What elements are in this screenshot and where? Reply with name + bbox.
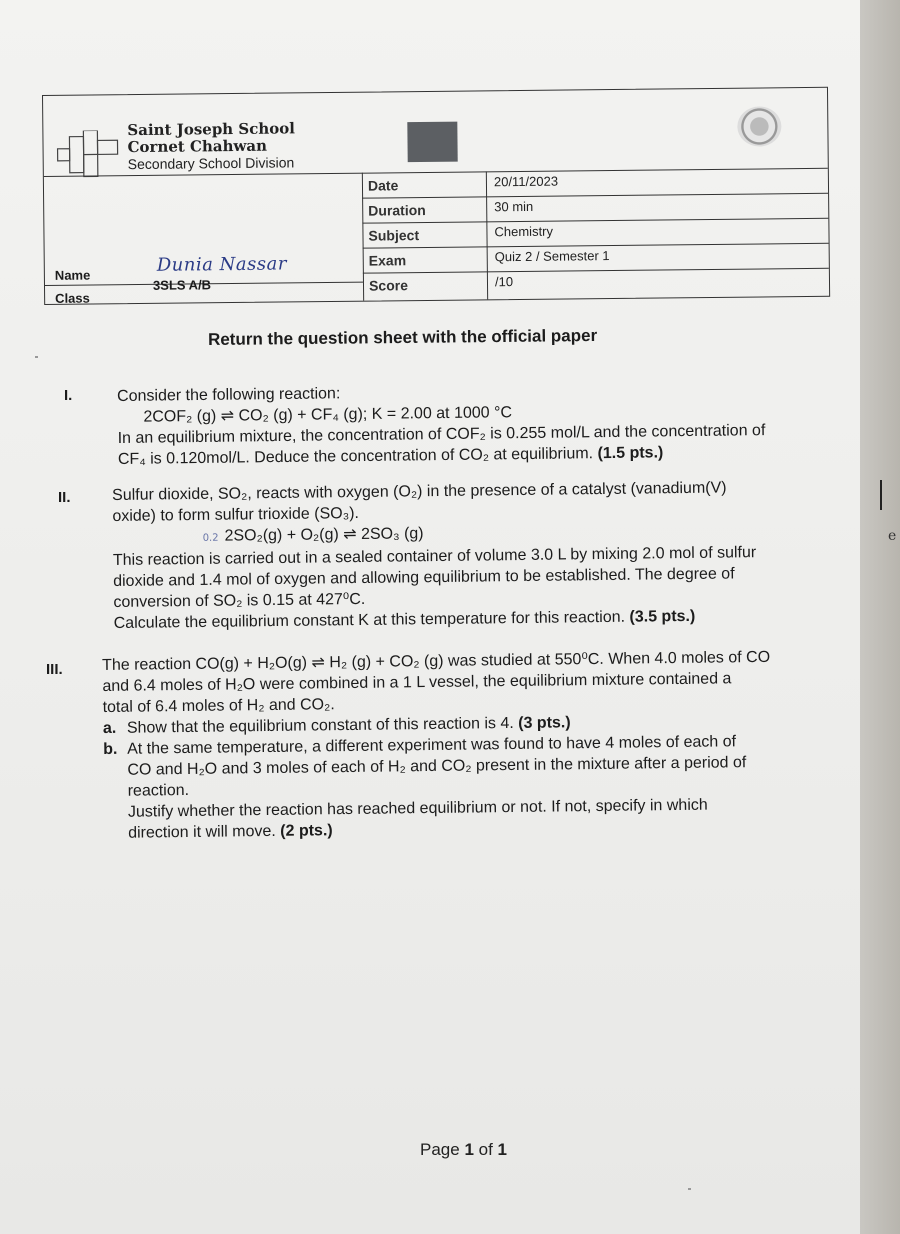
q1-line: In an equilibrium mixture, the concentration of COF₂ is 0.255 mol/L and the concentration of (117, 422, 766, 447)
q3-b-line: Justify whether the reaction has reached equilibrium or not. If not, specify in which (127, 796, 708, 821)
class-value: 3SLS A/B (152, 277, 212, 293)
q2-line: Sulfur dioxide, SO₂, reacts with oxygen (O₂) in the presence of a catalyst (vanadium(V) (112, 479, 727, 504)
q3-b-line: CO and H₂O and 3 moles of each of H₂ and CO₂ present in the mixture after a period of (127, 754, 747, 779)
school-logo-icon (55, 130, 119, 179)
q2-points: (3.5 pts.) (629, 607, 696, 626)
q3-b-points: (2 pts.) (280, 822, 333, 840)
question-3 (102, 646, 864, 844)
q1-equation: 2COF₂ (g) ⇌ CO₂ (g) + CF₄ (g); K = 2.00 at 1000 °C (143, 404, 513, 426)
info-row-score (363, 268, 829, 298)
q3-line: and 6.4 moles of H₂O were combined in a 1 L vessel, the equilibrium mixture contained a (102, 670, 732, 695)
paper-speck (688, 1188, 691, 1190)
q2-line: oxide) to form sulfur trioxide (SO₃). (112, 504, 360, 525)
question-1-number: I. (64, 387, 73, 404)
page-footer (420, 1140, 507, 1160)
footer-total-pages: 1 (497, 1140, 507, 1159)
q2-line: conversion of SO₂ is 0.15 at 427⁰C. (113, 590, 366, 611)
info-label: Date (367, 177, 399, 194)
q1-text: CF₄ is 0.120mol/L. Deduce the concentration of CO₂ at equilibrium. (117, 445, 594, 468)
info-label: Score (368, 277, 409, 294)
q2-line: dioxide and 1.4 mol of oxygen and allowing equilibrium to be established. The degree of (113, 565, 735, 590)
info-value: Chemistry (494, 223, 554, 240)
q3-line: The reaction CO(g) + H₂O(g) ⇌ H₂ (g) + CO₂ (g) was studied at 550⁰C. When 4.0 moles of CO (102, 648, 771, 674)
info-value: 30 min (494, 198, 534, 215)
edge-letter: e (888, 528, 897, 544)
paper-speck (35, 356, 38, 358)
q3-a-text: Show that the equilibrium constant of this reaction is 4. (126, 714, 514, 737)
school-division: Secondary School Division (127, 154, 295, 173)
q1-line: Consider the following reaction: (117, 385, 341, 405)
question-2-number: II. (58, 489, 71, 506)
school-name: Saint Joseph School (127, 119, 296, 140)
background-edge (860, 0, 900, 1234)
q2-text: Calculate the equilibrium constant K at this temperature for this reaction. (113, 608, 626, 632)
info-value: 20/11/2023 (493, 173, 559, 190)
q1-points: (1.5 pts.) (597, 444, 664, 463)
question-2 (112, 476, 854, 634)
info-value: Quiz 2 / Semester 1 (494, 248, 610, 265)
school-name-block (127, 120, 295, 173)
seal-icon (737, 106, 781, 146)
class-label: Class (55, 290, 90, 306)
question-3-number: III. (46, 661, 63, 678)
award-badge-icon (407, 122, 457, 163)
info-label: Exam (368, 252, 407, 269)
q2-line: This reaction is carried out in a sealed container of volume 3.0 L by mixing 2.0 mol of sulfur (112, 544, 757, 569)
header-table (42, 87, 830, 305)
q3-b-text: direction it will move. (128, 822, 276, 842)
student-name-handwritten: Dunia Nassar (156, 253, 288, 276)
q2-equation: 2SO₂(g) + O₂(g) ⇌ 2SO₃ (g) (224, 525, 424, 545)
q3-b-label: b. (103, 740, 118, 758)
q3-line: total of 6.4 moles of H₂ and CO₂. (102, 696, 335, 716)
footer-prefix: Page (420, 1140, 465, 1159)
instruction-heading: Return the question sheet with the official paper (207, 325, 598, 350)
q2-hand-note: 0.2 (202, 532, 219, 544)
info-label: Subject (368, 227, 420, 244)
q3-part-b (103, 730, 864, 844)
question-1 (117, 377, 838, 470)
info-label: Duration (368, 201, 426, 219)
edge-mark (880, 480, 896, 510)
school-location: Cornet Chahwan (127, 136, 268, 157)
info-grid (362, 168, 829, 301)
q3-b-line: At the same temperature, a different experiment was found to have 4 moles of each of (127, 733, 737, 758)
footer-middle: of (473, 1140, 498, 1159)
name-label: Name (54, 267, 91, 283)
footer-current-page: 1 (464, 1140, 474, 1159)
info-value: /10 (494, 274, 514, 290)
q3-a-label: a. (102, 719, 117, 737)
q3-b-line: reaction. (127, 781, 190, 800)
q3-a-points: (3 pts.) (518, 714, 571, 732)
